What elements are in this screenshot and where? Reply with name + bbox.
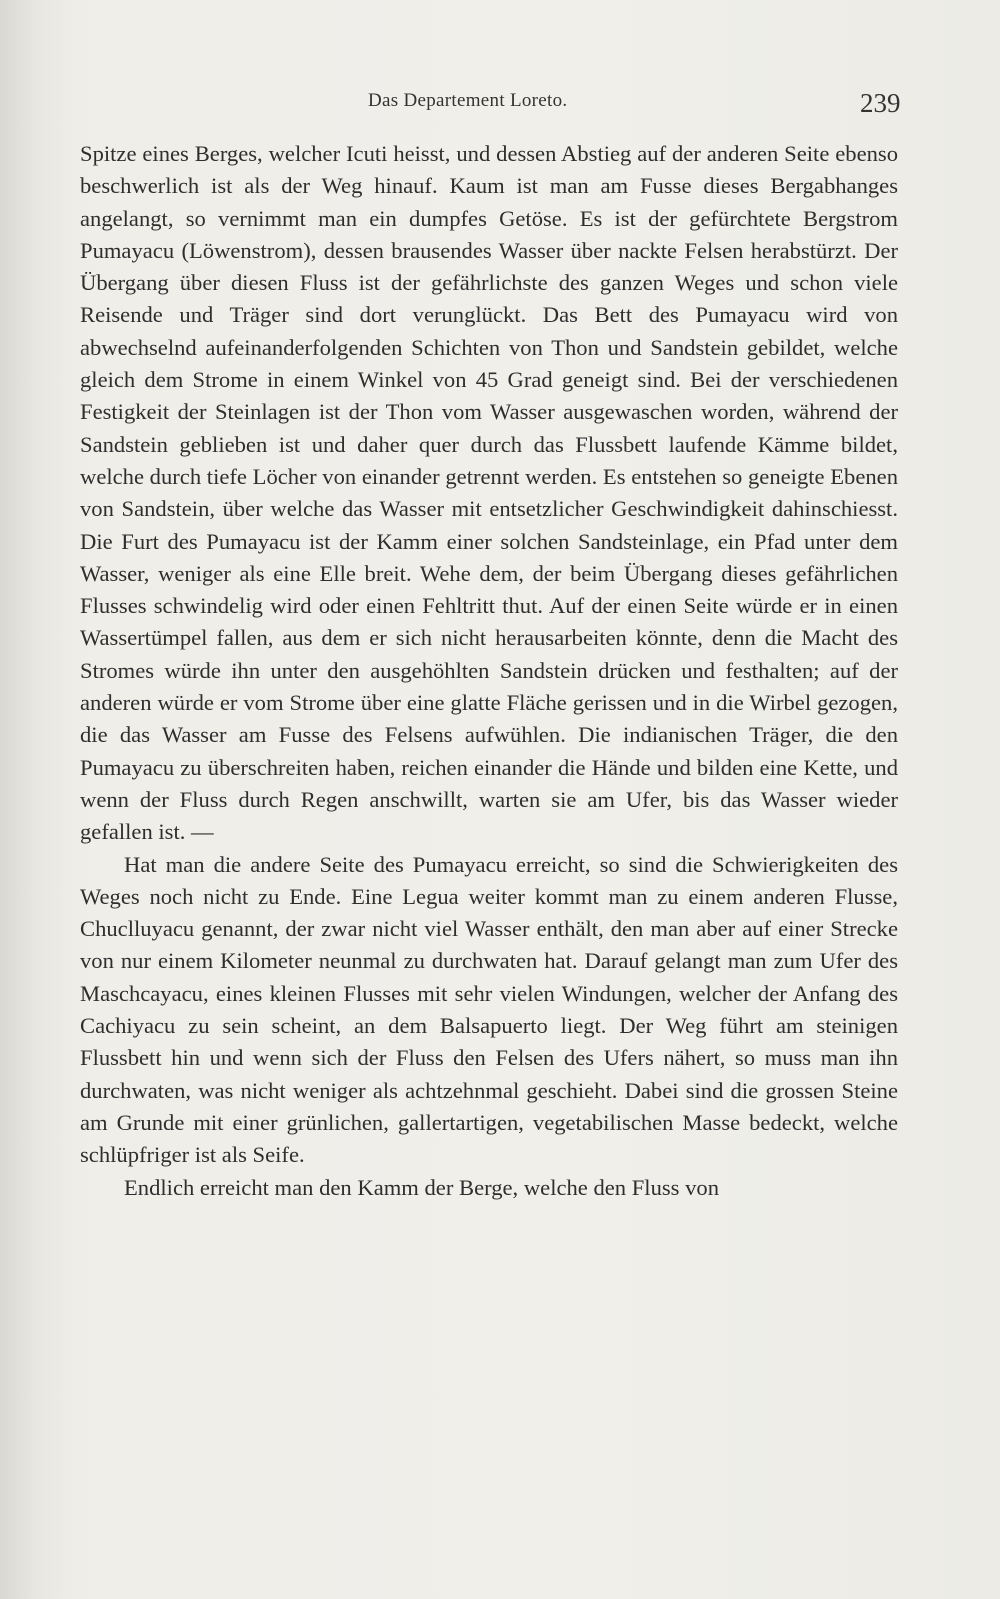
page-number: 239 — [860, 88, 901, 118]
paragraph-1: Spitze eines Berges, welcher Icuti heisst, und dessen Abstieg auf der anderen Seite ebenso beschwerlich ist als der Weg hinauf. Kaum ist man am Fusse dieses Bergabhanges angelangt, so vernimmt man ein dumpfes Getöse. Es ist der gefürchtete Bergstrom Pumayacu (Löwenstrom), dessen brausendes Wasser über nackte Felsen herabstürzt. Der Übergang über diesen Fluss ist der gefährlichste des ganzen Weges und schon viele Reisende und Träger sind dort verunglückt. Das Bett des Pumayacu wird von abwechselnd aufeinanderfolgenden Schichten von Thon und Sandstein gebildet, welche gleich dem Strome in einem Winkel von 45 Grad geneigt sind. Bei der verschiedenen Festigkeit der Steinlagen ist der Thon vom Wasser ausgewaschen worden, während der Sandstein geblieben ist und daher quer durch das Flussbett laufende Kämme bildet, welche durch tiefe Löcher von einander getrennt werden. Es entstehen so geneigte Ebenen von Sandstein, über welche das Wasser mit entsetzlicher Geschwindigkeit dahinschiesst. Die Furt des Pumayacu ist der Kamm einer solchen Sandsteinlage, ein Pfad unter dem Wasser, weniger als eine Elle breit. Wehe dem, der beim Übergang dieses gefährlichen Flusses schwindelig wird oder einen Fehltritt thut. Auf der einen Seite würde er in einen Wassertümpel fallen, aus dem er sich nicht herausarbeiten könnte, denn die Macht des Stromes würde ihn unter den ausgehöhlten Sandstein drücken und festhalten; auf der anderen würde er vom Strome über eine glatte Fläche gerissen und in die Wirbel gezogen, die das Wasser am Fusse des Felsens aufwühlen. Die indianischen Träger, die den Pumayacu zu überschreiten haben, reichen einander die Hände und bilden eine Kette, und wenn der Fluss durch Regen anschwillt, warten sie am Ufer, bis das Wasser wieder gefallen ist. — — [80, 141, 898, 845]
page-body — [80, 138, 898, 1204]
running-title: Das Departement Loreto. — [368, 90, 568, 111]
paragraph-2: Hat man die andere Seite des Pumayacu erreicht, so sind die Schwierigkeiten des Weges noch nicht zu Ende. Eine Legua weiter kommt man zu einem anderen Flusse, Chuclluyacu genannt, der zwar nicht viel Wasser enthält, den man aber auf einer Strecke von nur einem Kilometer neunmal zu durchwaten hat. Darauf gelangt man zum Ufer des Maschcayacu, eines kleinen Flusses mit sehr vielen Windungen, welcher der Anfang des Cachiyacu zu sein scheint, an dem Balsapuerto liegt. Der Weg führt am steinigen Flussbett hin und wenn sich der Fluss den Felsen des Ufers nähert, so muss man ihn durchwaten, was nicht weniger als achtzehnmal geschieht. Dabei sind die grossen Steine am Grunde mit einer grünlichen, gallertartigen, vegetabilischen Masse bedeckt, welche schlüpfriger ist als Seife. — [80, 851, 898, 1168]
paragraph-3: Endlich erreicht man den Kamm der Berge, welche den Fluss von — [124, 1174, 720, 1200]
page-header — [0, 88, 1000, 128]
